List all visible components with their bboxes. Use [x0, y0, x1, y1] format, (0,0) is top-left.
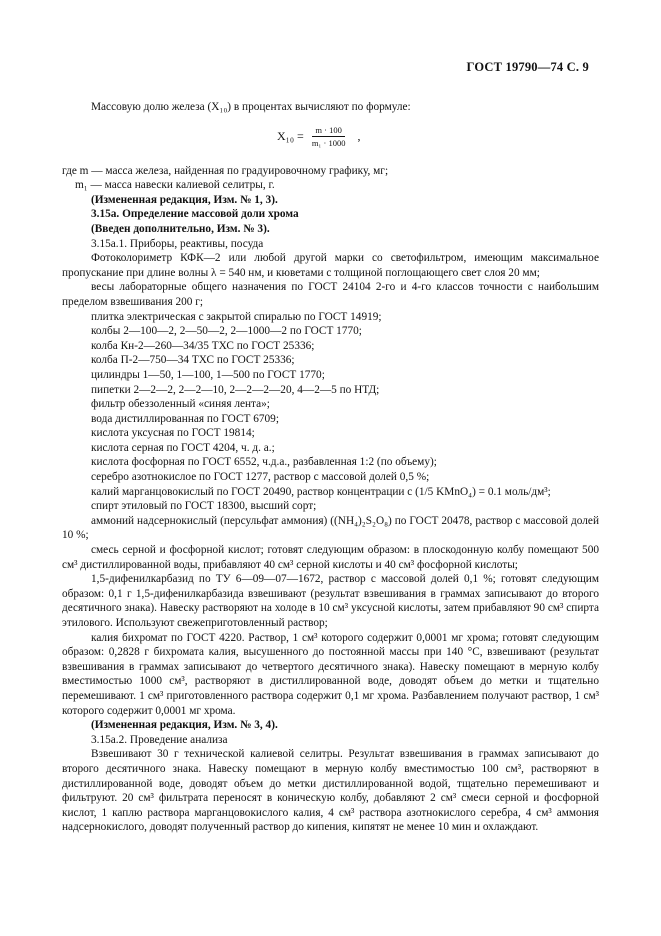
reagent-item: фильтр обеззоленный «синяя лента»;	[91, 398, 270, 411]
reagent-item: калий марганцовокислый по ГОСТ 20490, раствор концентрации c (1/5 KMnO₄) = 0.1 моль/дм³;	[91, 485, 551, 498]
reagent-item: кислота серная по ГОСТ 4204, ч. д. а.;	[91, 441, 275, 454]
reagent-item: кислота фосфорная по ГОСТ 6552, ч.д.а., разбавленная 1:2 (по объему);	[91, 456, 437, 469]
reagent-item: цилиндры 1—50, 1—100, 1—500 по ГОСТ 1770;	[91, 368, 325, 381]
reagent-item: весы лабораторные общего назначения по ГОСТ 24104 2-го и 4-го классов точности с наибольшим пределом взвешивания 200 г;	[62, 281, 599, 308]
subsection-2-title: 3.15а.2. Проведение анализа	[91, 733, 228, 746]
reagent-item: спирт этиловый по ГОСТ 18300, высший сорт;	[91, 500, 317, 513]
edit-note-1: (Измененная редакция, Изм. № 1, 3).	[91, 193, 278, 206]
formula	[277, 125, 599, 148]
document-body	[62, 100, 599, 835]
introduced-note: (Введен дополнительно, Изм. № 3).	[91, 222, 270, 235]
reagent-item: смесь серной и фосфорной кислот; готовят следующим образом: в плоскодонную колбу помещают 500 см³ дистиллированной воды, прибавляют 40 см³ серной кислоты и 40 см³ фосфорной кислоты;	[62, 544, 599, 571]
reagent-item: 1,5-дифенилкарбазид по ТУ 6—09—07—1672, раствор с массовой долей 0,1 %; готовят следующим образом: 0,1 г 1,5-дифенилкарбазида взвешивают (результат взвешивания в граммах записывают до второго десятичного знака). Навеску растворяют на холоде в 10 см³ уксусной кислоты, затем прибавляют 90 см³ спирта этилового. Используют свежеприготовленный раствор;	[62, 573, 599, 629]
reagent-item: аммоний надсернокислый (персульфат аммония) ((NH₄)₂S₂O₈) по ГОСТ 20478, раствор с массовой долей 10 %;	[62, 514, 599, 542]
reagent-item: пипетки 2—2—2, 2—2—10, 2—2—2—20, 4—2—5 по НТД;	[91, 383, 380, 396]
reagent-item: колба Кн-2—260—34/35 ТХС по ГОСТ 25336;	[91, 339, 315, 352]
edit-note-2: (Измененная редакция, Изм. № 3, 4).	[91, 719, 278, 732]
formula-fraction	[309, 125, 349, 148]
reagent-item: серебро азотнокислое по ГОСТ 1277, раствор с массовой долей 0,5 %;	[91, 471, 430, 484]
formula-numerator: m · 100	[312, 125, 344, 137]
reagent-item: колбы 2—100—2, 2—50—2, 2—1000—2 по ГОСТ 1770;	[91, 325, 362, 338]
page-header: ГОСТ 19790—74 С. 9	[466, 60, 589, 74]
reagent-item: калия бихромат по ГОСТ 4220. Раствор, 1 см³ которого содержит 0,0001 мг хрома; готовят следующим образом: 0,2828 г бихромата калия, высушенного до постоянной массы при 140 °С, взвешивают (результат взвешивания в граммах записывают до четвертого десятичного знака). Навеску помещают в мерную колбу вместимостью 1000 см³, растворяют в дистиллированной воде, доводят объем до метки и тщательно перемешивают. 1 см³ приготовленного раствора содержит 0,1 мг хрома. Разбавлением получают раствор, 1 см³ которого содержит 0,0001 мг хрома.	[62, 631, 599, 717]
formula-trail: ,	[357, 128, 361, 143]
subsection-1-title: 3.15а.1. Приборы, реактивы, посуда	[91, 237, 264, 250]
formula-intro: Массовую долю железа (X₁₀) в процентах вычисляют по формуле:	[91, 101, 411, 113]
reagent-item: вода дистиллированная по ГОСТ 6709;	[91, 412, 279, 425]
formula-denominator: m₁ · 1000	[311, 137, 346, 148]
analysis-paragraph: Взвешивают 30 г технической калиевой селитры. Результат взвешивания в граммах записывают до второго десятичного знака. Навеску помещают в мерную колбу вместимостью 100 см³, растворяют в дистиллированной воде, доводят объем до метки дистиллированной водой, тщательно перемешивают и фильтруют. 20 см³ фильтрата переносят в коническую колбу, добавляют 2 см³ смеси серной и фосфорной кислот, 1 каплю раствора марганцовокислого калия, 4 см³ раствора азотнокислого серебра, 4 см³ аммония надсернокислого, доводят полученный раствор до кипения, кипятят не менее 10 мин и охлаждают.	[62, 748, 599, 834]
reagent-item: плитка электрическая с закрытой спиралью по ГОСТ 14919;	[91, 310, 382, 323]
reagent-item: Фотоколориметр КФК—2 или любой другой марки со светофильтром, имеющим максимальное пропускание при длине волны λ = 540 нм, и кюветами с толщиной поглощающего свет слоя 20 мм;	[62, 252, 599, 279]
m1-line: m₁ — масса навески калиевой селитры, г.	[75, 179, 275, 192]
formula-lhs: X₁₀ =	[277, 128, 304, 143]
reagent-item: кислота уксусная по ГОСТ 19814;	[91, 427, 255, 440]
reagent-item: колба П-2—750—34 ТХС по ГОСТ 25336;	[91, 354, 295, 367]
section-title: 3.15а. Определение массовой доли хрома	[91, 208, 299, 221]
where-line: где m — масса железа, найденная по градуировочному графику, мг;	[62, 164, 389, 177]
